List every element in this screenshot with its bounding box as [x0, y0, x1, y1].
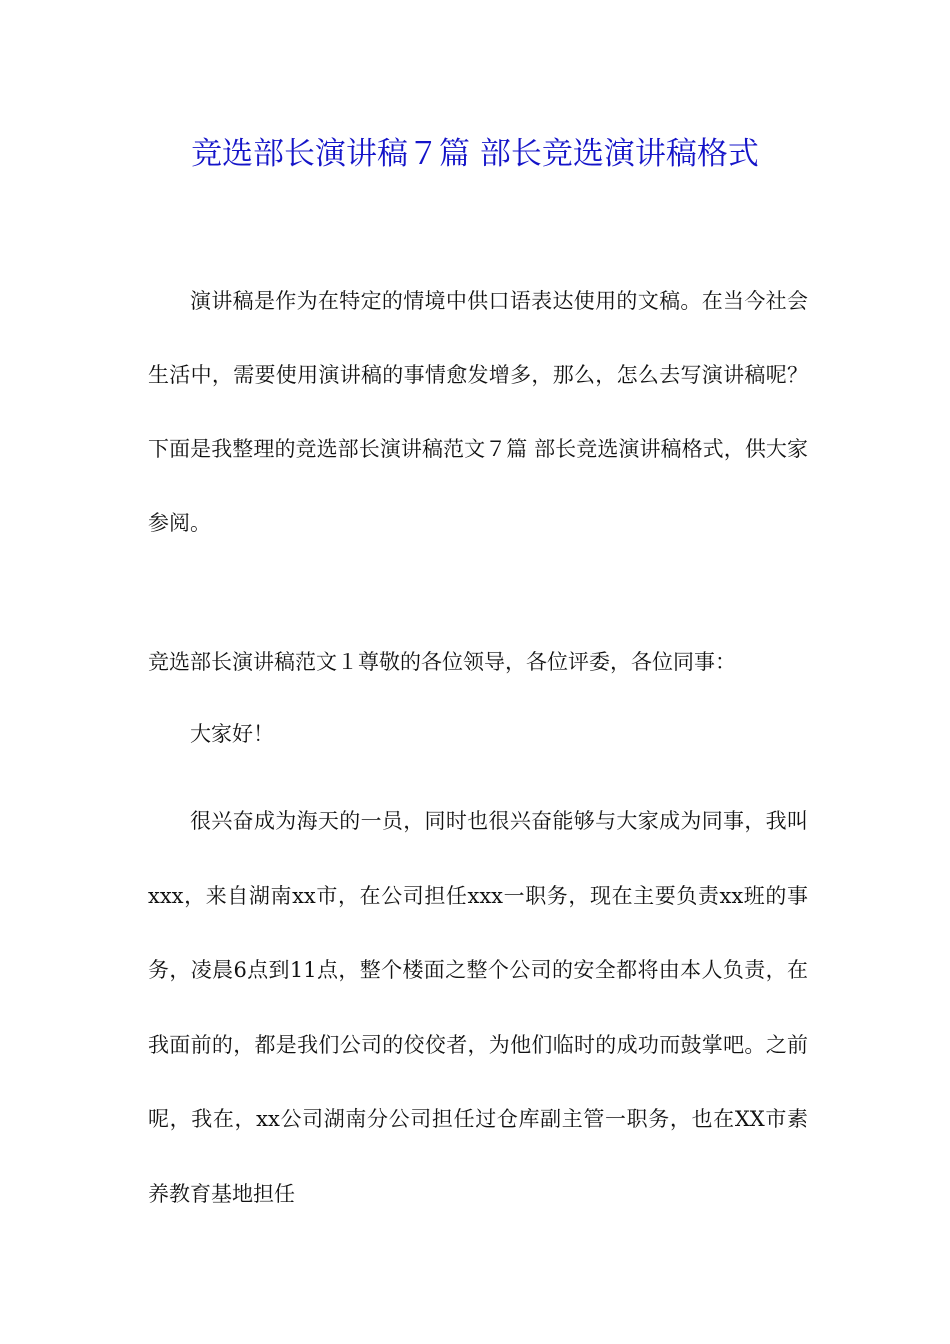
document-title: 竞选部长演讲稿７篇 部长竞选演讲稿格式 — [191, 136, 759, 172]
speech-paragraph: 很兴奋成为海天的一员，同时也很兴奋能够与大家成为同事，我叫xxx，来自湖南xx市，在公司担任xxx一职务，现在主要负责xx班的事务，凌晨6点到11点，整个楼面之整个公司的安全都将由本人负责，在我面前的，都是我们公司的佼佼者，为他们临时的成功而鼓掌吧。之前呢，我在，xx公司湖南分公司担任过仓库副主管一职务，也在XX市素养教育基地担任 — [148, 809, 808, 1206]
intro-paragraph: 演讲稿是作为在特定的情境中供口语表达使用的文稿。在当今社会生活中，需要使用演讲稿的事情愈发增多，那么，怎么去写演讲稿呢？下面是我整理的竞选部长演讲稿范文７篇 部长竞选演讲稿格式，供大家参阅。 — [148, 289, 808, 535]
greeting-line: 大家好！ — [190, 722, 274, 746]
sample-heading-line: 竞选部长演讲稿范文１尊敬的各位领导，各位评委，各位同事： — [148, 650, 736, 674]
